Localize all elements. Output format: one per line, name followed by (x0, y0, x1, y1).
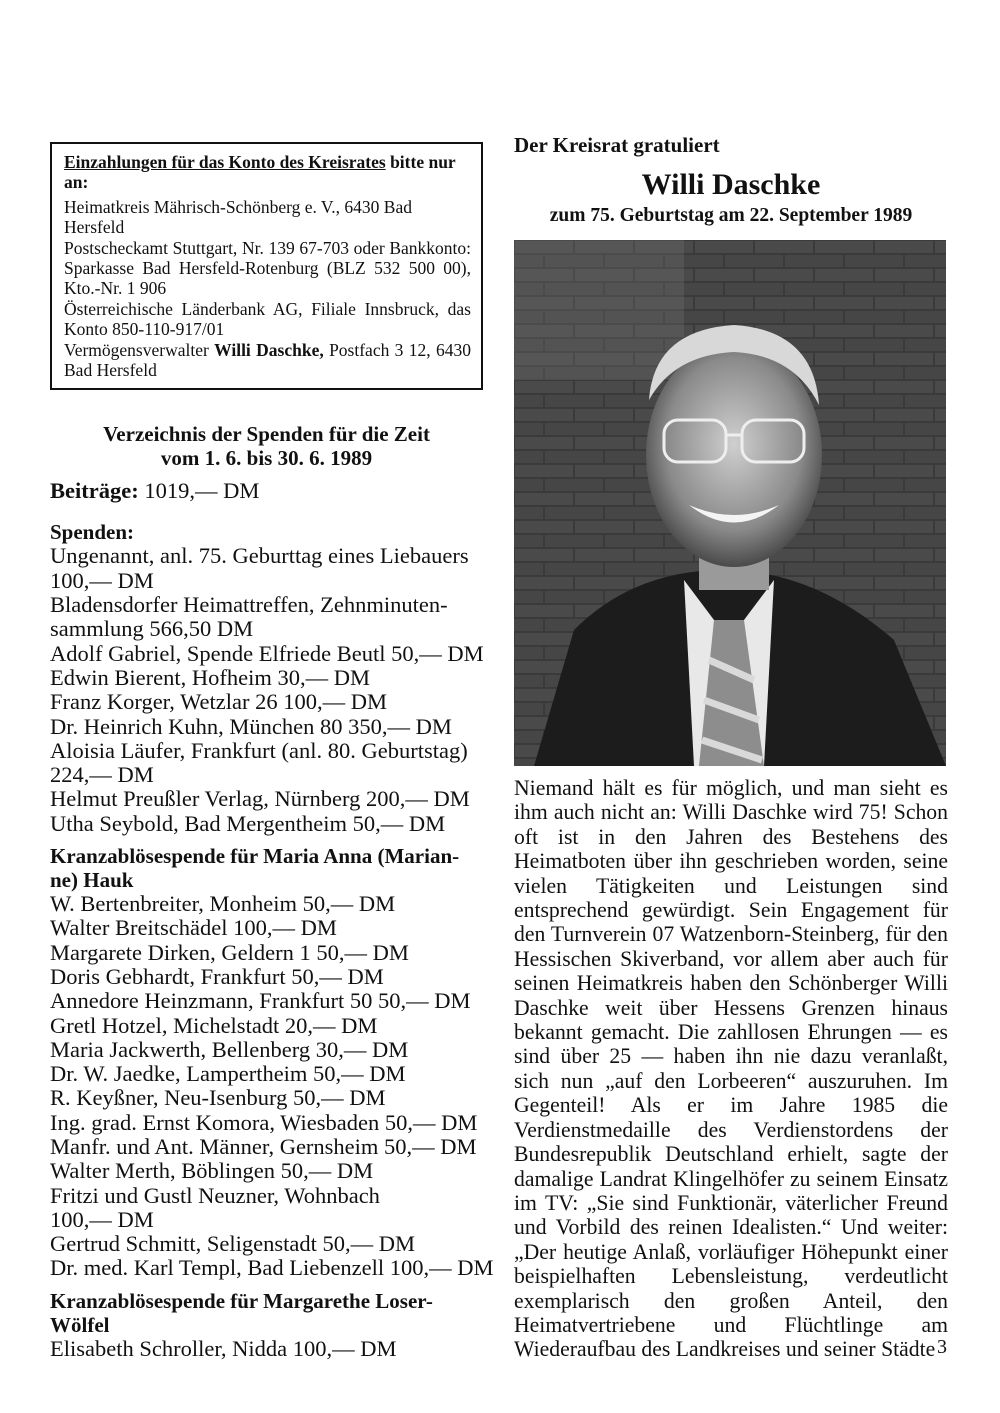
account-info-box (50, 142, 483, 390)
wreath-donation-entry: 100,— DM (50, 1206, 154, 1232)
wreath-donation-entry: Maria Jackwerth, Bellenberg 30,— DM (50, 1036, 409, 1062)
donation-entry: Helmut Preußler Verlag, Nürnberg 200,— DM (50, 786, 470, 812)
wreath-donation-entry: Walter Breitschädel 100,— DM (50, 915, 337, 941)
portrait-photo (514, 240, 946, 766)
wreath-donation-heading-2: Kranzablösespende für Margarethe Loser- Wölfel (50, 1288, 433, 1337)
article-title: Willi Daschke (641, 168, 821, 201)
wreath-donation-entry: Dr. med. Karl Templ, Bad Liebenzell 100,— DM (50, 1255, 494, 1281)
wreath-donation-entry: W. Bertenbreiter, Monheim 50,— DM (50, 891, 396, 917)
donation-entry: 100,— DM (50, 567, 154, 593)
article-kicker: Der Kreisrat gratuliert (514, 133, 720, 157)
donations-heading: Spenden: (50, 520, 135, 545)
account-line-association: Heimatkreis Mährisch-Schönberg e. V., 6430 Bad Hersfeld (64, 196, 413, 238)
article-subtitle: zum 75. Geburtstag am 22. September 1989 (549, 205, 913, 226)
page-number: 3 (937, 1336, 947, 1358)
donation-entry: Aloisia Läufer, Frankfurt (anl. 80. Geburtstag) (50, 737, 468, 763)
wreath-donation-list-2 (50, 1337, 483, 1361)
wreath-donation-entry: Elisabeth Schroller, Nidda 100,— DM (50, 1335, 397, 1361)
wreath-donation-entry: Manfr. und Ant. Männer, Gernsheim 50,— DM (50, 1134, 477, 1159)
donations-list (50, 544, 483, 836)
article-body: Niemand hält es für möglich, und man sieht es ihm auch nicht an: Willi Daschke wird 75! Schon oft ist in den Jahren des Bestehens des Heimatboten über ihn geschrieben worden, seine vielen Tätigkeiten und Leistungen sind entsprechend gewürdigt. Sein Engagement für den Turnverein 07 Watzenborn-Steinberg, für den Hessischen Skiverband, vor allem aber auch für seinen Heimatkreis haben den Schönberger Willi Daschke weit über Hessens Grenzen hinaus bekannt gemacht. Die zahllosen Ehrungen — es sind über 25 — haben ihn nie dazu veranlaßt, sich nun „auf den Lorbeeren“ auszuruhen. Im Gegenteil! Als er im Jahre 1985 die Verdienstmedaille des Verdienstordens der Bundesrepublik Deutschland erhielt, sagte der damalige Landrat Klingelhöfer zu seinem Einsatz im TV: „Sie sind Funktionär, väterlicher Freund und Vorbild des reinen Idealisten.“ Und weiter: „Der heutige Anlaß, vorläufiger Höhepunkt einer beispielhaften Lebensleistung, verdeutlicht exemplarisch den großen Anteil, den Heimatvertriebene und Flüchtlinge am Wiederaufbau des Landkreises und seiner Städte (514, 776, 948, 1362)
wreath-donation-entry: Gretl Hotzel, Michelstadt 20,— DM (50, 1012, 378, 1038)
donation-entry: sammlung 566,50 DM (50, 616, 254, 642)
donations-title: Verzeichnis der Spenden für die Zeit vom 1. 6. bis 30. 6. 1989 (103, 422, 430, 471)
wreath-donation-entry: Fritzi und Gustl Neuzner, Wohnbach (50, 1182, 380, 1208)
donation-entry: Adolf Gabriel, Spende Elfriede Beutl 50,— DM (50, 640, 484, 666)
wreath-donation-list-1 (50, 891, 494, 1281)
wreath-donation-entry: Margarete Dirken, Geldern 1 50,— DM (50, 939, 409, 965)
account-line-austrian-bank: Österreichische Länderbank AG, Filiale Innsbruck, das Konto 850-110-917/01 (64, 298, 471, 340)
wreath-donation-heading-1: Kranzablösespende für Maria Anna (Marian- ne) Hauk (50, 844, 460, 893)
account-line-bank: Postscheckamt Stuttgart, Nr. 139 67-703 oder Bankkonto: Sparkasse Bad Hersfeld-Rotenburg (BLZ 532 500 00), Kto.-Nr. 1 906 (64, 237, 471, 299)
donation-entry: Franz Korger, Wetzlar 26 100,— DM (50, 689, 388, 715)
account-line-administrator: Vermögensverwalter Willi Daschke, Postfach 3 12, 6430 Bad Hersfeld (64, 339, 471, 381)
donation-entry: Utha Seybold, Bad Mergentheim 50,— DM (50, 810, 446, 836)
donation-entry: Dr. Heinrich Kuhn, München 80 350,— DM (50, 713, 452, 739)
wreath-donation-entry: Ing. grad. Ernst Komora, Wiesbaden 50,— DM (50, 1109, 478, 1135)
donation-entry: 224,— DM (50, 762, 154, 788)
donation-entry: Ungenannt, anl. 75. Geburttag eines Liebauers (50, 543, 469, 569)
contributions-line: Beiträge: 1019,— DM (50, 478, 260, 504)
donation-entry: Edwin Bierent, Hofheim 30,— DM (50, 664, 370, 690)
wreath-donation-entry: Annedore Heinzmann, Frankfurt 50 50,— DM (50, 988, 471, 1014)
right-column (514, 132, 948, 1362)
wreath-donation-entry: Walter Merth, Böblingen 50,— DM (50, 1158, 374, 1184)
wreath-donation-entry: R. Keyßner, Neu-Isenburg 50,— DM (50, 1085, 386, 1111)
wreath-donation-entry: Dr. W. Jaedke, Lampertheim 50,— DM (50, 1061, 406, 1087)
donation-entry: Bladensdorfer Heimattreffen, Zehnminuten- (50, 592, 448, 618)
left-column (50, 142, 494, 1361)
account-box-heading: Einzahlungen für das Konto des Kreisrates bitte nur an: (64, 152, 456, 193)
portrait-photo-illustration (514, 240, 946, 766)
wreath-donation-entry: Gertrud Schmitt, Seligenstadt 50,— DM (50, 1231, 415, 1257)
wreath-donation-entry: Doris Gebhardt, Frankfurt 50,— DM (50, 963, 384, 989)
